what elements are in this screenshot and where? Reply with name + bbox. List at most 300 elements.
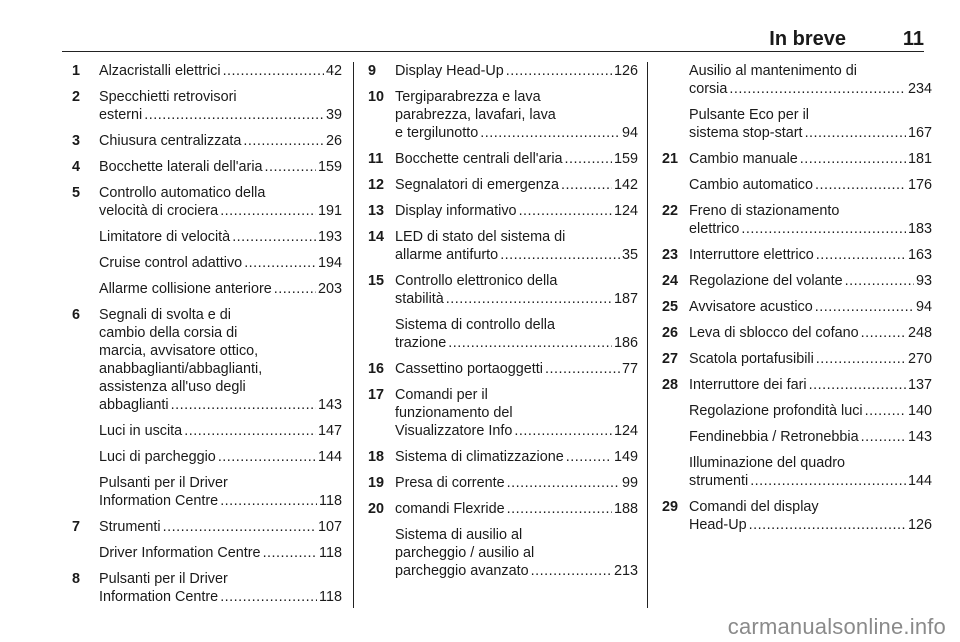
entry-last-line — [689, 428, 932, 446]
entry-text: Comandi per il — [395, 387, 488, 403]
entry-last-line — [99, 396, 342, 414]
entry-last-line — [395, 422, 638, 440]
entry-text: Illuminazione del quadro — [689, 455, 845, 471]
entry-body — [99, 62, 342, 80]
entry-text: velocità di crociera — [99, 203, 219, 219]
entry-page-number: 118 — [319, 493, 342, 509]
entry-last-line — [395, 448, 638, 466]
entry-text: Specchietti retrovisori — [99, 89, 237, 105]
page-title: In breve — [769, 28, 846, 50]
entry-page-number: 270 — [907, 351, 932, 367]
index-entry — [368, 316, 638, 352]
entry-body — [99, 474, 342, 510]
entry-number: 26 — [662, 325, 679, 341]
entry-page-number: 99 — [621, 475, 638, 491]
entry-number: 12 — [368, 177, 385, 193]
entry-last-line — [689, 376, 932, 394]
index-entry — [72, 254, 342, 272]
entry-page-number: 176 — [907, 177, 932, 193]
entry-page-number: 213 — [613, 563, 638, 579]
entry-text: elettrico — [689, 221, 740, 237]
entry-text: Fendinebbia / Retronebbia — [689, 429, 859, 445]
entry-body — [99, 518, 342, 536]
entry-number: 2 — [72, 89, 81, 105]
dot-leader — [545, 360, 620, 378]
entry-last-line — [689, 516, 932, 534]
dot-leader — [220, 492, 317, 510]
index-entry — [72, 132, 342, 150]
entry-text: Comandi del display — [689, 499, 819, 515]
entry-number: 15 — [368, 273, 385, 289]
dot-leader — [816, 350, 906, 368]
index-column-3 — [662, 62, 932, 542]
entry-page-number: 94 — [915, 299, 932, 315]
dot-leader — [865, 402, 906, 420]
index-entry — [368, 360, 638, 378]
index-entry — [72, 448, 342, 466]
entry-text: Segnali di svolta e di — [99, 307, 231, 323]
dot-leader — [561, 176, 612, 194]
dot-leader — [218, 448, 316, 466]
entry-number — [662, 106, 689, 142]
entry-text: Pulsante Eco per il — [689, 107, 809, 123]
entry-text: strumenti — [689, 473, 749, 489]
entry-body — [689, 376, 932, 394]
index-entry — [662, 376, 932, 394]
entry-text: Luci in uscita — [99, 423, 183, 439]
entry-page-number: 181 — [907, 151, 932, 167]
index-entry — [368, 500, 638, 518]
index-entry — [72, 62, 342, 80]
index-entry — [662, 272, 932, 290]
index-entry — [368, 526, 638, 580]
entry-last-line — [395, 62, 638, 80]
index-entry — [662, 428, 932, 446]
entry-body — [689, 246, 932, 264]
entry-body — [395, 272, 638, 308]
dot-leader — [815, 298, 914, 316]
entry-text: funzionamento del — [395, 405, 513, 421]
dot-leader — [263, 544, 317, 562]
entry-last-line — [99, 518, 342, 536]
entry-last-line — [395, 360, 638, 378]
entry-page-number: 77 — [621, 361, 638, 377]
dot-leader — [861, 324, 906, 342]
entry-body — [99, 88, 342, 124]
entry-page-number: 35 — [621, 247, 638, 263]
dot-leader — [448, 334, 612, 352]
entry-page-number: 234 — [907, 81, 932, 97]
entry-text: comandi Flexride — [395, 501, 505, 517]
entry-text: Sistema di climatizzazione — [395, 449, 564, 465]
index-entry — [72, 88, 342, 124]
entry-body — [689, 402, 932, 420]
dot-leader — [243, 132, 324, 150]
dot-leader — [845, 272, 914, 290]
dot-leader — [274, 280, 316, 298]
entry-page-number: 143 — [317, 397, 342, 413]
entry-text: abbaglianti — [99, 397, 169, 413]
dot-leader — [506, 62, 612, 80]
entry-text: Limitatore di velocità — [99, 229, 231, 245]
index-entry — [368, 474, 638, 492]
entry-page-number: 107 — [317, 519, 342, 535]
entry-body — [99, 280, 342, 298]
entry-text: parcheggio avanzato — [395, 563, 529, 579]
entry-page-number: 93 — [915, 273, 932, 289]
entry-page-number: 248 — [907, 325, 932, 341]
entry-last-line — [99, 158, 342, 176]
entry-body — [689, 106, 932, 142]
entry-number: 7 — [72, 519, 81, 535]
entry-number: 23 — [662, 247, 679, 263]
entry-text: Cassettino portaoggetti — [395, 361, 543, 377]
entry-page-number: 167 — [907, 125, 932, 141]
entry-page-number: 194 — [317, 255, 342, 271]
entry-body — [689, 428, 932, 446]
entry-text: anabbaglianti/abbaglianti, — [99, 361, 263, 377]
entry-page-number: 42 — [325, 63, 342, 79]
entry-body — [395, 526, 638, 580]
entry-text: Freno di stazionamento — [689, 203, 840, 219]
entry-page-number: 126 — [907, 517, 932, 533]
entry-last-line — [395, 202, 638, 220]
entry-body — [99, 422, 342, 440]
entry-page-number: 94 — [621, 125, 638, 141]
entry-text: sistema stop-start — [689, 125, 803, 141]
entry-page-number: 143 — [907, 429, 932, 445]
entry-page-number: 140 — [907, 403, 932, 419]
watermark: carmanualsonline.info — [727, 614, 946, 639]
index-entry — [368, 386, 638, 440]
entry-last-line — [99, 228, 342, 246]
dot-leader — [446, 290, 612, 308]
dot-leader — [144, 106, 324, 124]
entry-body — [689, 350, 932, 368]
entry-text: Presa di corrente — [395, 475, 505, 491]
entry-text: Regolazione del volante — [689, 273, 843, 289]
entry-last-line — [689, 176, 932, 194]
entry-last-line — [689, 350, 932, 368]
entry-last-line — [99, 588, 342, 606]
entry-last-line — [99, 280, 342, 298]
entry-number: 1 — [72, 63, 81, 79]
entry-number — [72, 422, 99, 440]
index-entry — [662, 324, 932, 342]
entry-text: Strumenti — [99, 519, 161, 535]
entry-page-number: 159 — [613, 151, 638, 167]
index-entry — [72, 422, 342, 440]
entry-number: 9 — [368, 63, 377, 79]
entry-text: cambio della corsia di — [99, 325, 238, 341]
entry-number: 6 — [72, 307, 81, 323]
entry-number: 28 — [662, 377, 679, 393]
entry-text: Bocchette laterali dell'aria — [99, 159, 263, 175]
entry-text: Alzacristalli elettrici — [99, 63, 221, 79]
entry-number: 29 — [662, 499, 679, 515]
entry-text: Information Centre — [99, 493, 219, 509]
entry-page-number: 203 — [317, 281, 342, 297]
entry-body — [395, 360, 638, 378]
entry-number — [662, 454, 689, 490]
entry-number: 27 — [662, 351, 679, 367]
dot-leader — [265, 158, 316, 176]
entry-text: Cambio automatico — [689, 177, 813, 193]
entry-text: Information Centre — [99, 589, 219, 605]
entry-number — [662, 176, 689, 194]
dot-leader — [809, 376, 906, 394]
dot-leader — [729, 80, 906, 98]
entry-number: 14 — [368, 229, 385, 245]
entry-body — [395, 202, 638, 220]
entry-text: Tergiparabrezza e lava — [395, 89, 541, 105]
entry-last-line — [395, 176, 638, 194]
entry-page-number: 144 — [317, 449, 342, 465]
dot-leader — [800, 150, 906, 168]
entry-text: Cruise control adattivo — [99, 255, 243, 271]
dot-leader — [750, 472, 906, 490]
entry-body — [395, 150, 638, 168]
dot-leader — [171, 396, 316, 414]
entry-body — [99, 158, 342, 176]
entry-body — [99, 448, 342, 466]
entry-body — [689, 202, 932, 238]
dot-leader — [500, 246, 620, 264]
index-entry — [368, 272, 638, 308]
entry-body — [689, 62, 932, 98]
entry-page-number: 26 — [325, 133, 342, 149]
entry-last-line — [99, 132, 342, 150]
entry-last-line — [689, 402, 932, 420]
entry-number: 8 — [72, 571, 81, 587]
entry-last-line — [689, 472, 932, 490]
index-entry — [72, 158, 342, 176]
entry-text: Luci di parcheggio — [99, 449, 216, 465]
entry-body — [99, 184, 342, 220]
entry-text: Interruttore elettrico — [689, 247, 814, 263]
entry-last-line — [395, 290, 638, 308]
entry-text: Regolazione profondità luci — [689, 403, 863, 419]
entry-last-line — [395, 334, 638, 352]
entry-number — [72, 474, 99, 510]
entry-last-line — [99, 202, 342, 220]
entry-page-number: 118 — [319, 589, 342, 605]
entry-last-line — [689, 124, 932, 142]
entry-text: corsia — [689, 81, 728, 97]
entry-text: allarme antifurto — [395, 247, 499, 263]
entry-number — [368, 526, 395, 580]
entry-text: esterni — [99, 107, 143, 123]
entry-body — [689, 498, 932, 534]
entry-body — [689, 298, 932, 316]
entry-text: Chiusura centralizzata — [99, 133, 242, 149]
entry-body — [99, 228, 342, 246]
entry-last-line — [689, 150, 932, 168]
entry-text: Display Head-Up — [395, 63, 504, 79]
entry-body — [689, 454, 932, 490]
index-entry — [662, 498, 932, 534]
entry-number: 11 — [368, 151, 384, 167]
index-entry — [662, 176, 932, 194]
entry-last-line — [689, 298, 932, 316]
entry-number: 18 — [368, 449, 385, 465]
index-entry — [368, 62, 638, 80]
entry-last-line — [99, 62, 342, 80]
entry-body — [395, 316, 638, 352]
index-entry — [72, 474, 342, 510]
entry-last-line — [689, 246, 932, 264]
entry-number: 13 — [368, 203, 385, 219]
entry-body — [99, 132, 342, 150]
entry-page-number: 149 — [613, 449, 638, 465]
entry-number — [72, 228, 99, 246]
index-column-1 — [72, 62, 342, 614]
entry-page-number: 124 — [613, 423, 638, 439]
entry-text: trazione — [395, 335, 447, 351]
entry-last-line — [395, 562, 638, 580]
entry-page-number: 126 — [613, 63, 638, 79]
entry-page-number: 163 — [907, 247, 932, 263]
entry-text: Interruttore dei fari — [689, 377, 807, 393]
index-entry — [368, 176, 638, 194]
entry-text: Head-Up — [689, 517, 747, 533]
entry-last-line — [395, 500, 638, 518]
index-entry — [72, 228, 342, 246]
entry-body — [99, 544, 342, 562]
dot-leader — [184, 422, 316, 440]
entry-number: 20 — [368, 501, 385, 517]
index-entry — [662, 150, 932, 168]
entry-number: 19 — [368, 475, 385, 491]
entry-text: stabilità — [395, 291, 444, 307]
dot-leader — [816, 246, 906, 264]
index-entry — [72, 544, 342, 562]
entry-text: Leva di sblocco del cofano — [689, 325, 859, 341]
entry-page-number: 144 — [907, 473, 932, 489]
entry-body — [395, 474, 638, 492]
entry-body — [689, 272, 932, 290]
dot-leader — [565, 150, 612, 168]
index-entry — [368, 150, 638, 168]
entry-page-number: 191 — [317, 203, 342, 219]
entry-text: parcheggio / ausilio al — [395, 545, 535, 561]
index-entry — [662, 202, 932, 238]
entry-text: Segnalatori di emergenza — [395, 177, 559, 193]
entry-number — [72, 280, 99, 298]
page-number: 11 — [902, 28, 924, 50]
index-entry — [368, 448, 638, 466]
entry-number — [72, 254, 99, 272]
entry-number: 21 — [662, 151, 679, 167]
index-entry — [72, 570, 342, 606]
dot-leader — [815, 176, 906, 194]
entry-number: 3 — [72, 133, 81, 149]
index-column-2 — [368, 62, 638, 588]
dot-leader — [223, 62, 324, 80]
index-entry — [662, 350, 932, 368]
entry-page-number: 118 — [319, 545, 342, 561]
index-entry — [368, 228, 638, 264]
dot-leader — [507, 474, 620, 492]
entry-page-number: 147 — [317, 423, 342, 439]
entry-body — [395, 176, 638, 194]
entry-body — [689, 176, 932, 194]
entry-number: 16 — [368, 361, 385, 377]
entry-text: Scatola portafusibili — [689, 351, 814, 367]
entry-text: Visualizzatore Info — [395, 423, 513, 439]
entry-page-number: 124 — [613, 203, 638, 219]
index-entry — [72, 280, 342, 298]
entry-number: 10 — [368, 89, 385, 105]
entry-text: Ausilio al mantenimento di — [689, 63, 857, 79]
dot-leader — [244, 254, 316, 272]
index-entry — [72, 306, 342, 414]
entry-body — [395, 88, 638, 142]
entry-last-line — [395, 246, 638, 264]
entry-last-line — [99, 448, 342, 466]
entry-body — [395, 386, 638, 440]
entry-number — [662, 62, 689, 98]
entry-page-number: 39 — [325, 107, 342, 123]
entry-body — [689, 150, 932, 168]
dot-leader — [566, 448, 612, 466]
entry-text: Avvisatore acustico — [689, 299, 813, 315]
entry-last-line — [395, 124, 638, 142]
entry-last-line — [395, 150, 638, 168]
entry-text: parabrezza, lavafari, lava — [395, 107, 556, 123]
entry-text: Display informativo — [395, 203, 517, 219]
dot-leader — [220, 202, 316, 220]
entry-number — [662, 402, 689, 420]
entry-text: Controllo automatico della — [99, 185, 266, 201]
entry-body — [99, 306, 342, 414]
entry-body — [395, 62, 638, 80]
dot-leader — [531, 562, 612, 580]
entry-last-line — [99, 492, 342, 510]
entry-last-line — [689, 272, 932, 290]
dot-leader — [163, 518, 316, 536]
index-entry — [662, 402, 932, 420]
entry-last-line — [99, 106, 342, 124]
index-entry — [662, 106, 932, 142]
entry-text: Pulsanti per il Driver — [99, 475, 228, 491]
entry-body — [395, 500, 638, 518]
entry-last-line — [99, 422, 342, 440]
entry-last-line — [99, 254, 342, 272]
entry-number — [72, 544, 99, 562]
dot-leader — [519, 202, 612, 220]
index-entry — [662, 62, 932, 98]
entry-page-number: 188 — [613, 501, 638, 517]
entry-page-number: 186 — [613, 335, 638, 351]
entry-text: Controllo elettronico della — [395, 273, 558, 289]
entry-last-line — [395, 474, 638, 492]
dot-leader — [514, 422, 612, 440]
entry-last-line — [689, 220, 932, 238]
entry-text: Pulsanti per il Driver — [99, 571, 228, 587]
dot-leader — [861, 428, 906, 446]
entry-number: 22 — [662, 203, 679, 219]
entry-text: Sistema di controllo della — [395, 317, 555, 333]
entry-text: LED di stato del sistema di — [395, 229, 566, 245]
entry-text: e tergilunotto — [395, 125, 479, 141]
entry-number — [662, 428, 689, 446]
page-header — [62, 0, 924, 52]
entry-page-number: 159 — [317, 159, 342, 175]
index-entry — [72, 184, 342, 220]
dot-leader — [232, 228, 316, 246]
dot-leader — [741, 220, 906, 238]
